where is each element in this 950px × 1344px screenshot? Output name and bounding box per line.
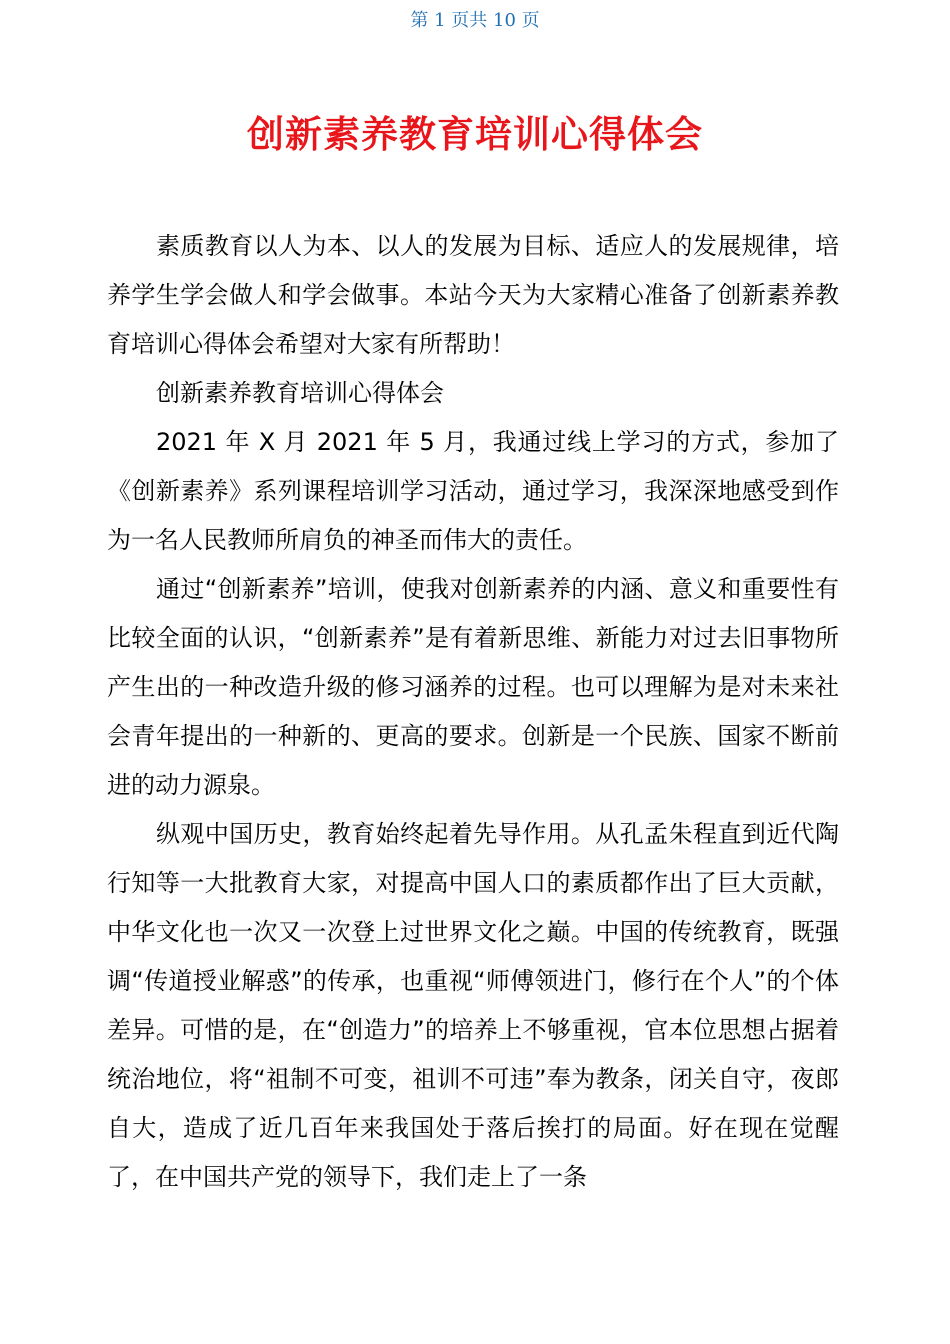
- paragraph-intro: 素质教育以人为本、以人的发展为目标、适应人的发展规律，培养学生学会做人和学会做事。本站今天为大家精心准备了创新素养教育培训心得体会希望对大家有所帮助！: [107, 232, 839, 358]
- paragraph-training-date: 2021 年 X 月 2021 年 5 月，我通过线上学习的方式，参加了《创新素养》系列课程培训学习活动，通过学习，我深深地感受到作为一名人民教师所肩负的神圣而伟大的责任。: [107, 428, 839, 554]
- document-body: [107, 222, 839, 1202]
- document-title: 创新素养教育培训心得体会: [247, 113, 703, 156]
- paragraph-innovation-meaning: 通过“创新素养”培训，使我对创新素养的内涵、意义和重要性有比较全面的认识，“创新素养”是有着新思维、新能力对过去旧事物所产生出的一种改造升级的修习涵养的过程。也可以理解为是对未来社会青年提出的一种新的、更高的要求。创新是一个民族、国家不断前进的动力源泉。: [107, 575, 839, 799]
- paragraph-history: 纵观中国历史，教育始终起着先导作用。从孔孟朱程直到近代陶行知等一大批教育大家，对提高中国人口的素质都作出了巨大贡献，中华文化也一次又一次登上过世界文化之巅。中国的传统教育，既强调“传道授业解惑”的传承，也重视“师傅领进门，修行在个人”的个体差异。可惜的是，在“创造力”的培养上不够重视，官本位思想占据着统治地位，将“祖制不可变，祖训不可违”奉为教条，闭关自守，夜郎自大，造成了近几百年来我国处于落后挨打的局面。好在现在觉醒了，在中国共产党的领导下，我们走上了一条: [107, 820, 839, 1191]
- paragraph-subtitle: 创新素养教育培训心得体会: [156, 379, 444, 407]
- page-indicator: 第 1 页共 10 页: [410, 10, 540, 31]
